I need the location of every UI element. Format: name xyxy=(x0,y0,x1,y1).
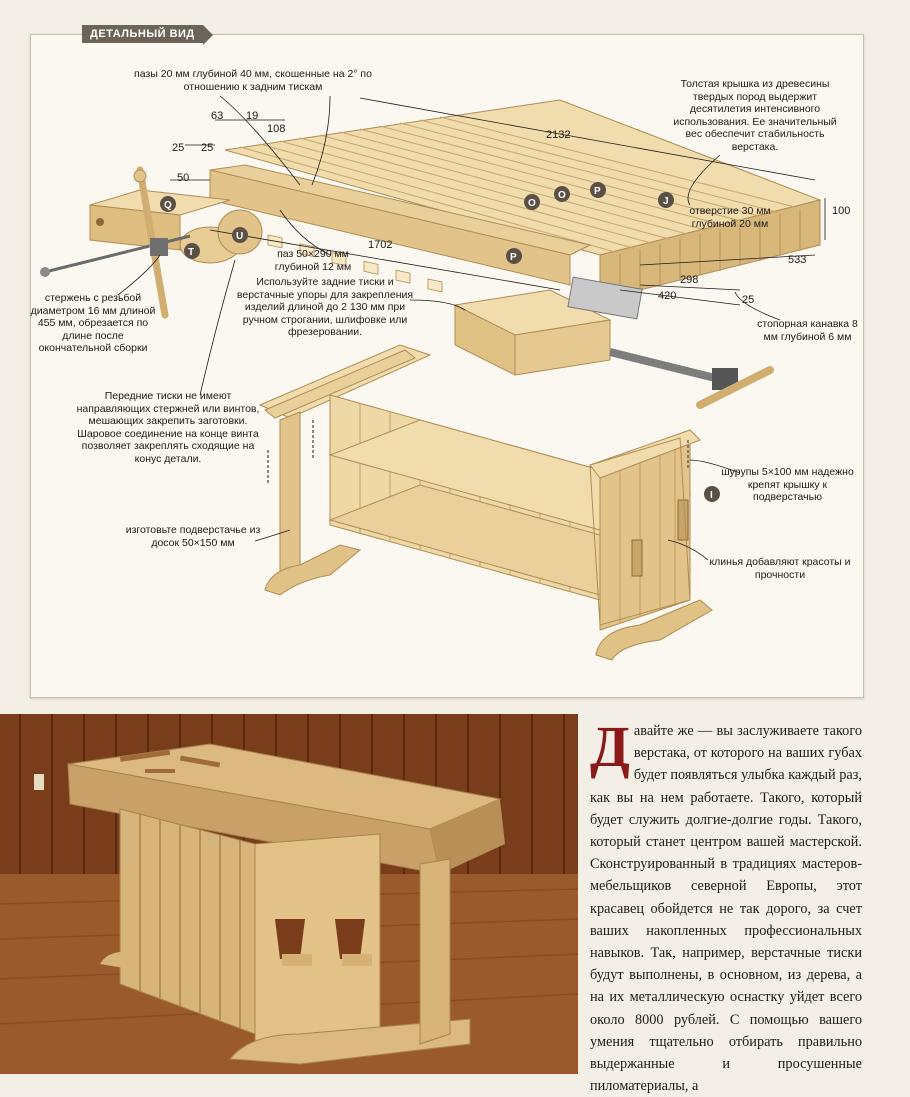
dim-420: 420 xyxy=(658,290,677,302)
part-label-p2: P xyxy=(510,252,517,263)
dim-25a: 25 xyxy=(172,142,185,154)
part-label-q: Q xyxy=(164,200,172,211)
annotation-slots: пазы 20 мм глубиной 40 мм, скошенные на 2° по отношению к задним тискам xyxy=(134,68,372,93)
annotation-base: изготовьте подверстачье из досок 50×150 мм xyxy=(125,524,261,549)
article-text xyxy=(590,714,862,1097)
dim-108: 108 xyxy=(267,123,286,135)
bench-base xyxy=(260,345,712,660)
part-label-j: J xyxy=(663,196,669,207)
dim-19: 19 xyxy=(246,110,259,122)
dim-100: 100 xyxy=(832,205,851,217)
annotation-groove-slot: паз 50×290 мм глубиной 12 мм xyxy=(274,248,352,273)
annotation-wedges: клинья добавляют красоты и прочности xyxy=(709,556,851,581)
dim-1702: 1702 xyxy=(368,239,393,251)
section-tag: ДЕТАЛЬНЫЙ ВИД xyxy=(82,25,203,43)
dim-2132: 2132 xyxy=(546,129,571,141)
tail-vise-chop xyxy=(455,277,770,405)
annotation-front-vise: Передние тиски не имеют направляющих стержней или винтов, мешающих закрепить заготовки. Шаровое соединение на конце винта позволяет закреплять сходящие на конус детали. xyxy=(76,390,260,465)
annotation-screws: шурупы 5×100 мм надежно крепят крышку к подверстачью xyxy=(721,466,854,503)
article-paragraph: авайте же — вы заслуживаете такого верстака, от которого на ваших губах будет появляться улыбка каждый раз, как вы на нем работаете. Такого, который будет служить долгие-долгие годы. Такого, который станет центром вашей мастерской. Сконструированный в традициях мастеров-мебельщиков северной Европы, этот красавец обойдется не так дорого, за счет ваших накопленных профессиональных навыков. Так, например, верстачные тиски будут выполнены, в основном, из дерева, а на их металлическую оснастку уйдет всего около 8000 рублей. С помощью вашего умения тщательно отбирать правильно выдержанные и просушенные пиломатериалы, а xyxy=(590,723,862,1095)
dim-50: 50 xyxy=(177,172,190,184)
annotation-top: Толстая крышка из древесины твердых пород выдержит десятилетия интенсивного использования. Ее значительный вес обеспечит стабильность верстака. xyxy=(673,78,837,153)
annotation-stop-groove: стопорная канавка 8 мм глубиной 6 мм xyxy=(757,318,858,343)
part-label-t: T xyxy=(188,247,195,258)
part-label-u: U xyxy=(236,231,244,242)
part-label-i: I xyxy=(710,490,713,501)
workbench-photo xyxy=(0,714,578,1074)
dim-63: 63 xyxy=(211,110,224,122)
dim-533: 533 xyxy=(788,254,807,266)
part-label-o2: O xyxy=(558,190,566,201)
drop-cap: Д xyxy=(590,714,630,779)
annotation-rod: стержень с резьбой диаметром 16 мм длиной 455 мм, обрезается по длине после окончательной сборки xyxy=(30,292,156,354)
dim-25b: 25 xyxy=(201,142,214,154)
annotation-rear-vise: Используйте задние тиски и верстачные упоры для закрепления изделий длиной до 2 130 мм при ручном строгании, шлифовке или фрезеровании. xyxy=(236,276,414,338)
part-label-p1: P xyxy=(594,186,601,197)
annotation-hole: отверстие 30 мм глубиной 20 мм xyxy=(689,205,771,230)
dim-298: 298 xyxy=(680,274,699,286)
part-label-o1: O xyxy=(528,198,536,209)
dim-25c: 25 xyxy=(742,294,755,306)
